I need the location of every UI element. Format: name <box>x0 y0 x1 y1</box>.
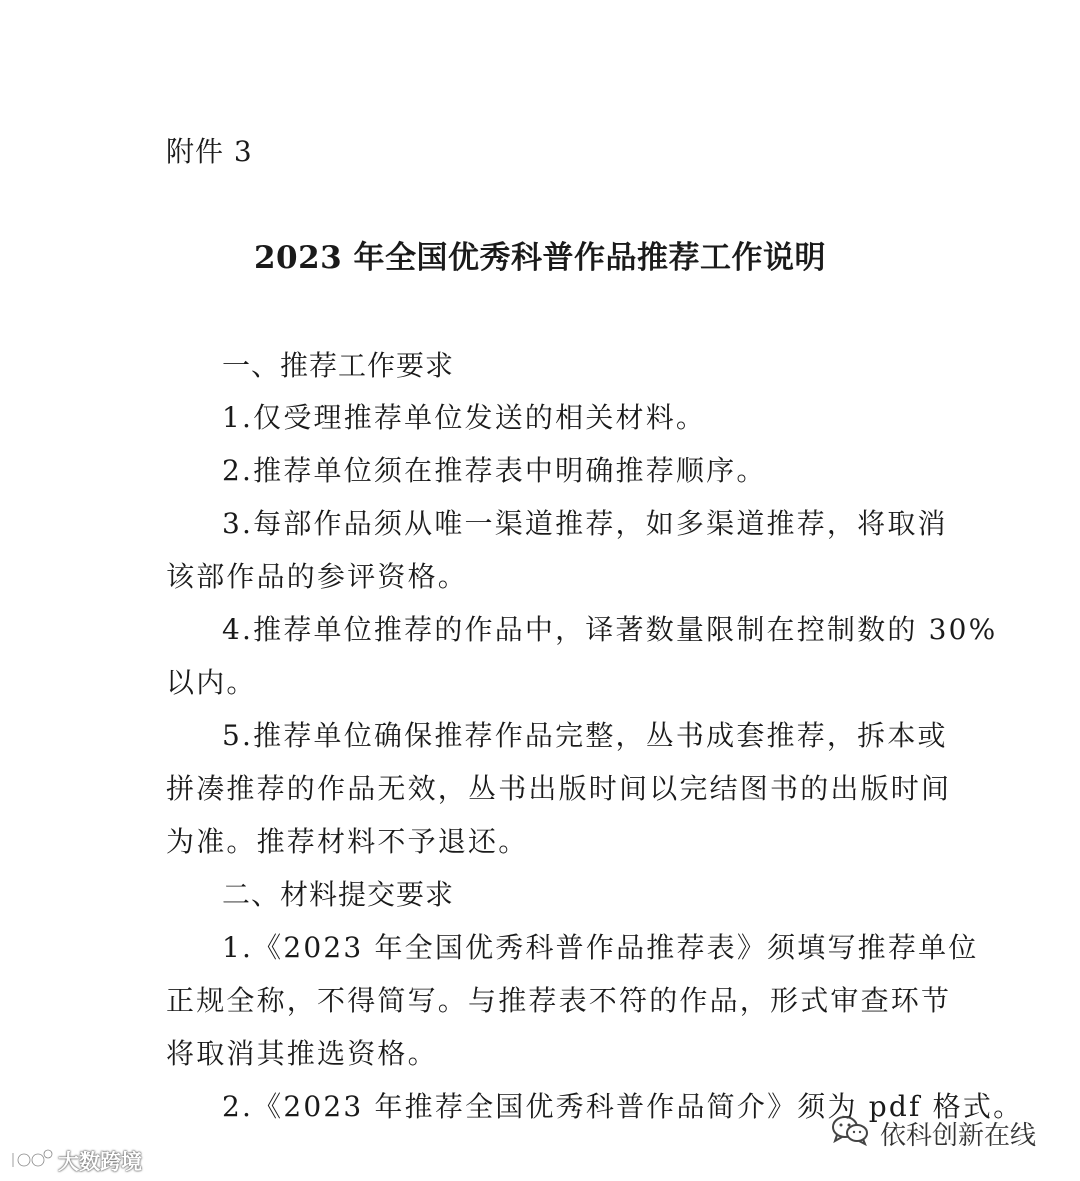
watermark-right <box>830 1113 1036 1153</box>
watermark-left-text: 大数跨境 <box>58 1150 142 1174</box>
watermark-left <box>10 1146 142 1176</box>
paragraph-line: 1.仅受理推荐单位发送的相关材料。 <box>222 401 707 434</box>
watermark-right-text: 依科创新在线 <box>880 1120 1037 1151</box>
paragraph-line: 将取消其推选资格。 <box>166 1037 438 1070</box>
paragraph-line: 2.《2023 年推荐全国优秀科普作品简介》须为 pdf 格式。 <box>222 1090 1024 1123</box>
paragraph-line: 4.推荐单位推荐的作品中，译著数量限制在控制数的 30% <box>222 613 998 646</box>
attachment-label: 附件 3 <box>166 135 253 168</box>
document-title: 2023 年全国优秀科普作品推荐工作说明 <box>253 240 827 276</box>
paragraph-line: 1.《2023 年全国优秀科普作品推荐表》须填写推荐单位 <box>222 931 979 964</box>
section-heading-1: 一、推荐工作要求 <box>222 349 455 382</box>
section-heading-2: 二、材料提交要求 <box>222 878 455 911</box>
paragraph-line: 正规全称，不得简写。与推荐表不符的作品，形式审查环节 <box>166 984 952 1017</box>
paragraph-line: 该部作品的参评资格。 <box>166 560 469 593</box>
paragraph-line: 为准。推荐材料不予退还。 <box>166 825 529 858</box>
paragraph-line: 拼凑推荐的作品无效，丛书出版时间以完结图书的出版时间 <box>166 772 952 805</box>
wechat-icon <box>830 1113 870 1154</box>
paragraph-line: 2.推荐单位须在推荐表中明确推荐顺序。 <box>222 454 767 487</box>
paragraph-line: 3.每部作品须从唯一渠道推荐，如多渠道推荐，将取消 <box>222 507 948 540</box>
paragraph-line: 5.推荐单位确保推荐作品完整，丛书成套推荐，拆本或 <box>222 719 948 752</box>
logo-icon <box>10 1147 54 1176</box>
paragraph-line: 以内。 <box>166 666 257 699</box>
